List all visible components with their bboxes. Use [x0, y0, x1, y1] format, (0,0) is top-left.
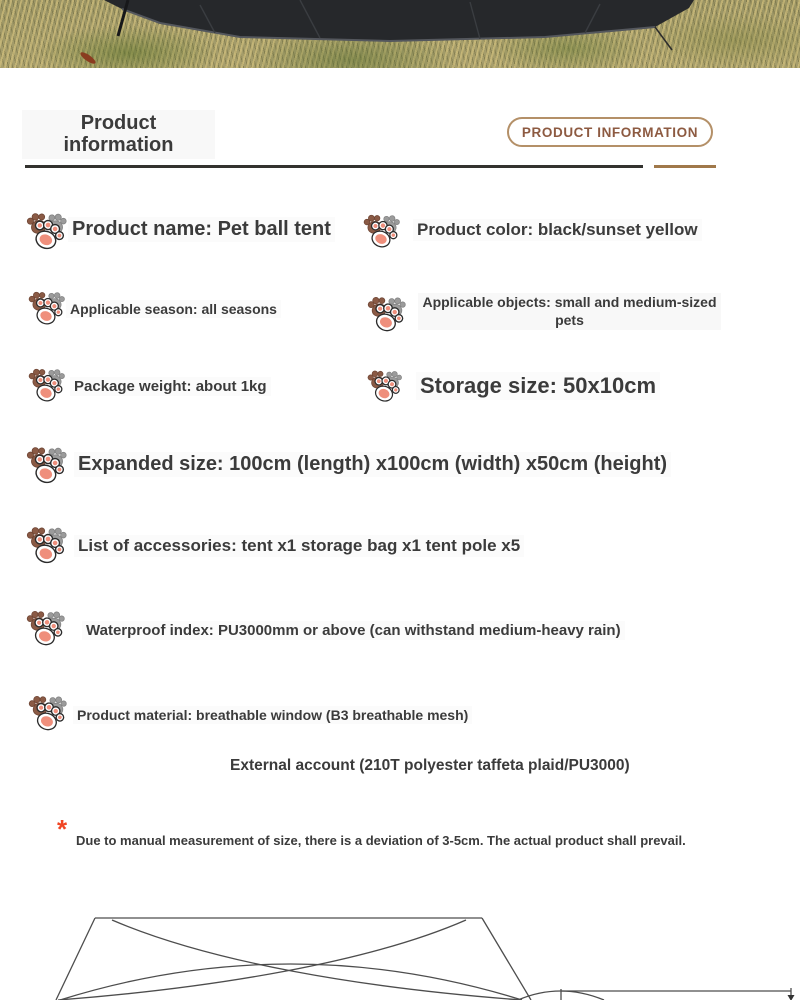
- paw-icon: [366, 293, 408, 335]
- spec-expanded-size: Expanded size: 100cm (length) x100cm (width) x50cm (height): [74, 452, 671, 477]
- section-title: [22, 110, 215, 159]
- spec-material: Product material: breathable window (B3 breathable mesh): [73, 706, 472, 724]
- paw-icon: [27, 692, 69, 734]
- paw-icon: [25, 443, 69, 487]
- paw-icon: [25, 523, 69, 567]
- spec-external-account: External account (210T polyester taffeta plaid/PU3000): [226, 756, 634, 776]
- spec-objects: Applicable objects: small and medium-sized pets: [418, 293, 721, 330]
- tent-photo-shape: [0, 0, 800, 68]
- paw-icon: [25, 607, 67, 649]
- product-photo: [0, 0, 800, 68]
- product-information-badge[interactable]: PRODUCT INFORMATION: [507, 117, 713, 147]
- paw-icon: [366, 367, 404, 405]
- spec-accessories: List of accessories: tent x1 storage bag x1 tent pole x5: [74, 535, 524, 557]
- spec-waterproof: Waterproof index: PU3000mm or above (can withstand medium-heavy rain): [82, 621, 625, 640]
- paw-icon: [27, 288, 67, 328]
- spec-season: Applicable season: all seasons: [66, 300, 281, 318]
- spec-weight: Package weight: about 1kg: [70, 377, 271, 396]
- paw-icon: [27, 365, 67, 405]
- paw-icon: [362, 211, 402, 251]
- spec-product-name: Product name: Pet ball tent: [68, 217, 335, 242]
- spec-product-color: Product color: black/sunset yellow: [413, 219, 702, 241]
- asterisk-marker: *: [57, 814, 68, 844]
- divider-dark: [25, 165, 643, 168]
- divider-tan: [654, 165, 716, 168]
- spec-storage-size: Storage size: 50x10cm: [416, 372, 660, 400]
- tent-dimension-diagram: [0, 900, 800, 1000]
- paw-icon: [25, 209, 69, 253]
- section-title-line2: information: [63, 133, 174, 156]
- disclaimer-text: Due to manual measurement of size, there is a deviation of 3-5cm. The actual product shall prevail.: [76, 833, 686, 848]
- section-title-line1: Product: [80, 111, 157, 134]
